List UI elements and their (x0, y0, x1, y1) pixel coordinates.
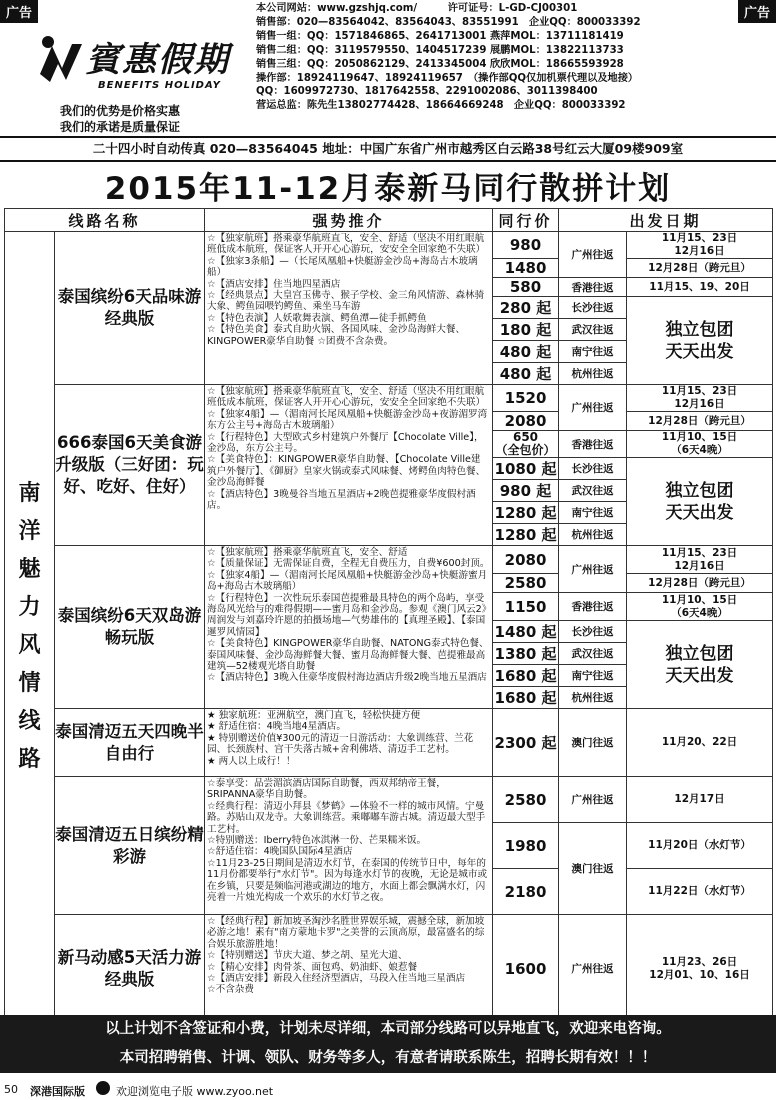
price-cell: 1980 (493, 823, 559, 869)
route-name: 666泰国6天美食游升级版（三好团：玩好、吃好、住好） (55, 385, 205, 546)
price-cell: 2080 (493, 412, 559, 431)
price-cell: 980 (493, 232, 559, 259)
contact-block (256, 2, 772, 113)
route-feature: ☆泰享受：品尝湄滨酒店国际自助餐，西双邦纳帝王餐，SRIPANNA豪华自助餐。 ☆经典行程：清迈小拜县《梦鹤》—体验不一样的城市风情。宁曼路。苏贴山双龙寺。大象训练营。乘嘟嘟车游古城。清迈最大型手工艺村。 ☆特别赠送：Iberry特色冰淇淋一份、芒果糯米饭。 ☆舒适住宿：4晚国队国际4星酒店 ☆11月23-25日期间是清迈水灯节，在泰国的传统节日中，每年的11月份都要举行"水灯节"。因为每逢水灯节的夜晚，无论是城市或在乡镇，只要是频临河港或湖边的地方，水面上都会飘满水灯，闪亮着一片烛光构成一个欢乐的水灯节之夜。 (205, 777, 493, 915)
price-cell: 1680 起 (493, 665, 559, 687)
web-note: 欢迎浏览电子版 www.zyoo.net (116, 1085, 274, 1098)
city-cell: 杭州往返 (559, 363, 627, 385)
route-name: 泰国缤纷6天双岛游畅玩版 (55, 546, 205, 709)
contact-line: 营运总监：陈先生13802774428、18664669248 企业QQ：800033392 (256, 100, 626, 112)
city-cell: 澳门往返 (559, 823, 627, 915)
date-cell: 12月28日（跨元旦） (627, 574, 773, 593)
price-cell: 1520 (493, 385, 559, 412)
price-cell: 1280 起 (493, 502, 559, 524)
date-cell: 11月10、15日 （6天4晚） (627, 593, 773, 621)
price-cell: 1680 起 (493, 687, 559, 709)
city-cell: 长沙往返 (559, 458, 627, 480)
route-name: 泰国缤纷6天品味游经典版 (55, 232, 205, 385)
date-cell: 11月15、19、20日 (627, 278, 773, 297)
price-cell: 480 起 (493, 363, 559, 385)
contact-line: 销售三组：QQ：2050862129、2413345004 欣欣MOL：18665593928 (256, 58, 624, 70)
price-cell: 580 (493, 278, 559, 297)
header-departure: 出发日期 (559, 209, 773, 232)
price-cell: 2300 起 (493, 709, 559, 777)
city-cell: 南宁往返 (559, 502, 627, 524)
price-cell: 280 起 (493, 297, 559, 319)
address-bar: 二十四小时自动传真 020—83564045 地址：中国广东省广州市越秀区白云路38号红云大厦09楼909室 (0, 136, 776, 162)
route-feature: ★ 独家航班：亚洲航空，澳门直飞，轻松快捷方便 ★ 舒适住宿：4晚当地4星酒店。 ★ 特别赠送价值¥300元的清迈一日游活动：大象训练营、兰花园、长颈族村、宫干失落古城+舍利佛塔、清迈手工艺村。 ★ 两人以上成行！！ (205, 709, 493, 777)
price-cell: 1600 (493, 915, 559, 1023)
date-cell: 11月23、26日 12月01、10、16日 (627, 915, 773, 1023)
price-cell: 980 起 (493, 480, 559, 502)
schedule-table (4, 208, 773, 1023)
page-number: 50 (4, 1083, 18, 1096)
region-label (5, 232, 55, 1023)
footer-notice: 以上计划不含签证和小费，计划未尽详细，本司部分线路可以异地直飞，欢迎来电咨询。 (0, 1015, 776, 1043)
contact-line: 销售一组：QQ：1571846865、2641713001 燕萍MOL：13711181419 (256, 30, 624, 42)
route-name: 泰国清迈五天四晚半自由行 (55, 709, 205, 777)
city-cell: 南宁往返 (559, 665, 627, 687)
city-cell: 长沙往返 (559, 621, 627, 643)
footer-recruit: 本司招聘销售、计调、领队、财务等多人，有意者请联系陈生，招聘长期有效！！！ (0, 1043, 776, 1073)
city-cell: 广州往返 (559, 232, 627, 278)
date-cell: 独立包团 天天出发 (627, 297, 773, 385)
date-cell: 11月20日（水灯节） (627, 823, 773, 869)
main-title: 2015年11-12月泰新马同行散拼计划 (104, 171, 672, 207)
header-route: 线路名称 (5, 209, 205, 232)
city-cell: 广州往返 (559, 777, 627, 823)
city-cell: 香港往返 (559, 278, 627, 297)
price-cell: 480 起 (493, 341, 559, 363)
slogan-2: 我们的承诺是质量保证 (60, 120, 181, 134)
city-cell: 武汉往返 (559, 643, 627, 665)
date-cell: 11月20、22日 (627, 709, 773, 777)
price-cell: 180 起 (493, 319, 559, 341)
date-cell: 12月28日（跨元旦） (627, 259, 773, 278)
table-header (5, 209, 773, 232)
city-cell: 南宁往返 (559, 341, 627, 363)
route-name: 泰国清迈五日缤纷精彩游 (55, 777, 205, 915)
date-cell: 12月17日 (627, 777, 773, 823)
route-name: 新马动感5天活力游经典版 (55, 915, 205, 1023)
price-cell: 2580 (493, 777, 559, 823)
city-cell: 杭州往返 (559, 524, 627, 546)
contact-line: QQ：1609972730、1817642558、2291002086、3011398400 (256, 86, 598, 98)
city-cell: 武汉往返 (559, 480, 627, 502)
date-cell: 11月15、23日 12月16日 (627, 232, 773, 259)
city-cell: 广州往返 (559, 546, 627, 593)
route-feature: ☆【独家航班】搭乘豪华航班直飞，安全、舒适（坚决不用红眼航班低成本航班，保证客人开开心心游玩，安安全全回家绝不失联） ☆【独家3条船】—（长尾凤凰船+快艇游金沙岛+海岛古木玻璃船） ☆【酒店安排】住当地四星酒店 ☆【经典景点】大皇宫玉佛寺、猴子学校、金三角风情游、森林骑大象、鳄鱼园喂钓鳄鱼、乘坐马车游 ☆【特色表演】人妖歌舞表演、鳄鱼潭—徒手抓鳄鱼 ☆【特色美食】泰式自助火锅、各国风味、金沙岛海鲜大餐、KINGPOWER豪华自助餐 ☆团费不含杂费。 (205, 232, 493, 385)
region-text: 南洋魅力风情线路 (18, 481, 41, 772)
route-feature: ☆【独家航班】搭乘豪华航班直飞，安全、舒适 ☆【质量保证】无需保证自费，全程无自费压力，自费¥600封顶。 ☆【独家4船】—（湄南河长尾凤凰船+快艇游金沙岛+快艇游蜜月岛+海岛古木玻璃船） ☆【行程特色】一次性玩乐泰国芭提雅最具特色的两个岛屿，享受海岛风光给与的难得假期——蜜月岛和金沙岛。参观《澳门风云2》周润发与刘嘉玲许愿的拍摄场地—气势雄伟的【真理圣殿】、【泰国暹罗风情园】 ☆【美食特色】KINGPOWER豪华自助餐、NATONG泰式特色餐、泰国风味餐、金沙岛海鲜餐大餐、蜜月岛海鲜餐大餐、芭提雅最高建筑—52楼观光塔自助餐 ☆【酒店特色】3晚入住豪华度假村海边酒店升级2晚当地五星酒店 (205, 546, 493, 709)
city-cell: 广州往返 (559, 385, 627, 431)
city-cell: 长沙往返 (559, 297, 627, 319)
route-feature: ☆【经典行程】新加坡圣淘沙名胜世界娱乐城，震撼全球，新加坡必游之地！素有"南方蒙地卡罗"之美誉的云顶高原，最富盛名的综合娱乐旅游胜地！ ☆【特别赠送】节庆大道、梦之胡、星光大道、 ☆【精心安排】肉骨茶、面包鸡、奶油虾、娘惹餐 ☆【酒店安排】新段入住经济型酒店，马段入住当地三星酒店 ☆不含杂费 (205, 915, 493, 1023)
date-cell: 11月22日（水灯节） (627, 869, 773, 915)
contact-line: 销售二组：QQ：3119579550、1404517239 展鹏MOL：13822113733 (256, 44, 624, 56)
price-cell: 1150 (493, 593, 559, 621)
ad-label-left: 广告 (0, 0, 38, 23)
date-cell: 11月15、23日 12月16日 (627, 546, 773, 574)
price-cell: 1480 (493, 259, 559, 278)
price-cell: 1380 起 (493, 643, 559, 665)
header-feature: 强势推介 (205, 209, 493, 232)
contact-line: 本公司网站：www.gzshjq.com/ 许可证号：L-GD-CJ00301 (256, 3, 578, 14)
publication-name: 深港国际版 (30, 1085, 85, 1098)
price-cell: 650 （全包价） (493, 431, 559, 458)
city-cell: 香港往返 (559, 431, 627, 458)
date-cell: 11月10、15日 （6天4晚） (627, 431, 773, 458)
city-cell: 广州往返 (559, 915, 627, 1023)
date-cell: 独立包团 天天出发 (627, 621, 773, 709)
route-feature: ☆【独家航班】搭乘豪华航班直飞，安全、舒适（坚决不用红眼航班低成本航班，保证客人开开心心游玩，安安全全回家绝不失联） ☆【独家4船】—（湄南河长尾凤凰船+快艇游金沙岛+夜游湄罗湾东方公主号+海岛古木玻璃船） ☆【行程特色】大型欧式乡村建筑户外餐厅【Chocolate Ville】，金沙岛，东方公主号。 ☆【美食特色】：KINGPOWER豪华自助餐、【Chocolate Ville建筑户外餐厅】、《御厨》皇家火锅或泰式风味餐、烤鳄鱼肉特色餐、金沙岛海鲜餐 ☆【酒店特色】3晚曼谷当地五星酒店+2晚芭提雅豪华度假村酒店。 (205, 385, 493, 546)
city-cell: 杭州往返 (559, 687, 627, 709)
city-cell: 澳门往返 (559, 709, 627, 777)
page-footer (0, 1080, 776, 1100)
date-cell: 12月28日（跨元旦） (627, 412, 773, 431)
city-cell: 武汉往返 (559, 319, 627, 341)
ad-label-right: 广告 (738, 0, 776, 23)
logo-swoosh-icon (36, 34, 86, 86)
price-cell: 2080 (493, 546, 559, 574)
publication-logo-icon (96, 1081, 110, 1095)
price-cell: 1480 起 (493, 621, 559, 643)
date-cell: 11月15、23日 12月16日 (627, 385, 773, 412)
price-cell: 2580 (493, 574, 559, 593)
header-price: 同行价 (493, 209, 559, 232)
city-cell: 香港往返 (559, 593, 627, 621)
date-cell: 独立包团 天天出发 (627, 458, 773, 546)
brand-name-en: BENEFITS HOLIDAY (98, 80, 221, 91)
contact-line: 销售部：020—83564042、83564043、83551991 企业QQ：800033392 (256, 16, 641, 28)
price-cell: 1280 起 (493, 524, 559, 546)
brand-logo (28, 28, 256, 96)
brand-name: 賓惠假期 (86, 40, 230, 80)
price-cell: 2180 (493, 869, 559, 915)
price-cell: 1080 起 (493, 458, 559, 480)
contact-line: 操作部：18924119647、18924119657 （操作部QQ仅加机票代理以及地接） (256, 72, 639, 84)
slogan-1: 我们的优势是价格实惠 (60, 104, 181, 118)
